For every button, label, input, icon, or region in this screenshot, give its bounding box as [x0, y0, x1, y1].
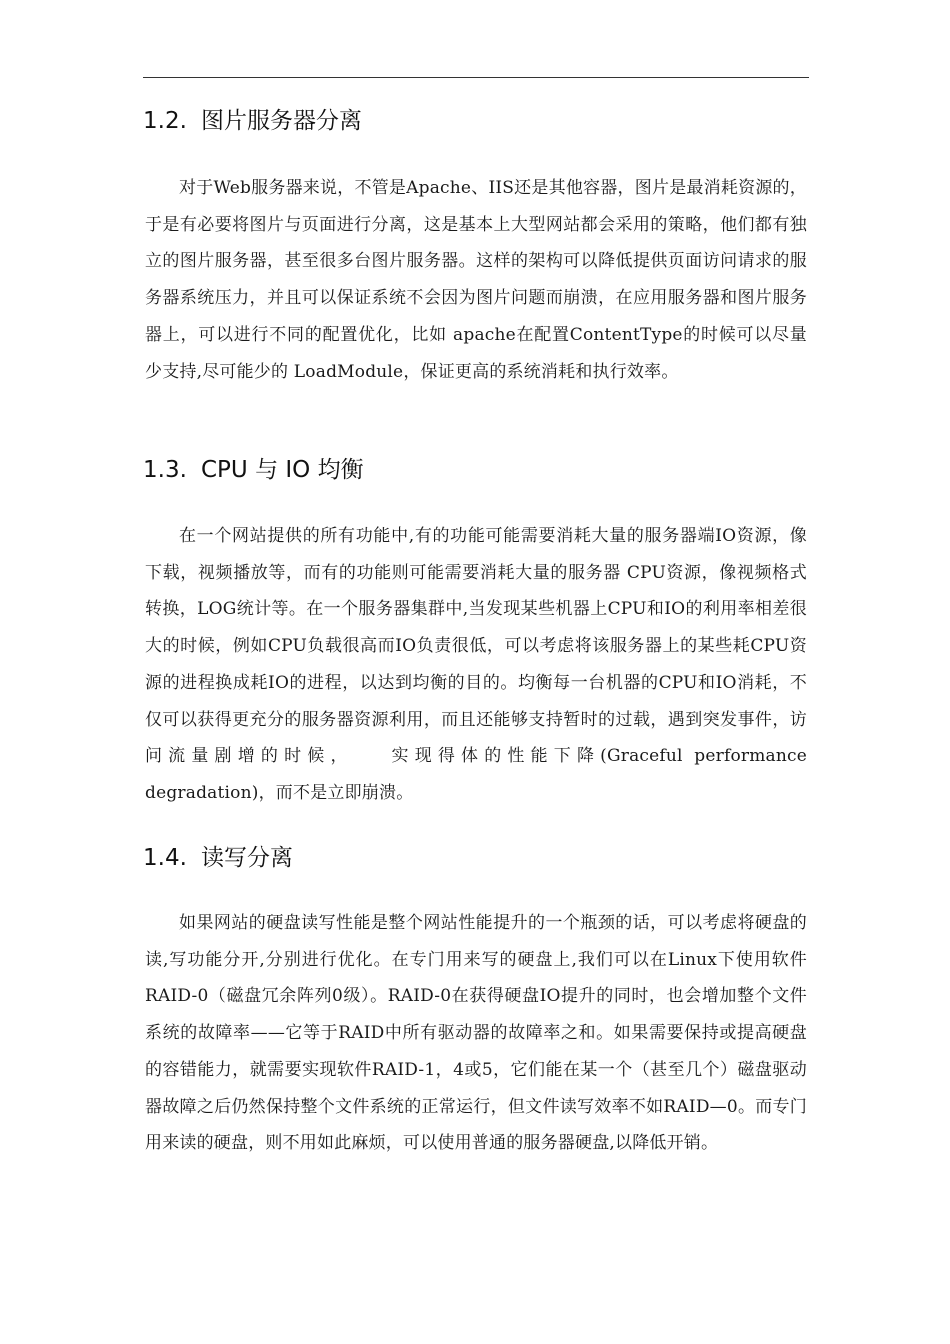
section-title: 读写分离	[201, 845, 293, 871]
section-paragraph-1-2: 对于Web服务器来说，不管是Apache、IIS还是其他容器，图片是最消耗资源的，于是有必要将图片与页面进行分离，这是基本上大型网站都会采用的策略，他们都有独立的图片服务器，甚至很多台图片服务器。这样的架构可以降低提供页面访问请求的服务器系统压力，并且可以保证系统不会因为图片问题而崩溃，在应用服务器和图片服务器上，可以进行不同的配置优化，比如 apache在配置ContentType的时候可以尽量少支持,尽可能少的 LoadModule，保证更高的系统消耗和执行效率。	[145, 178, 807, 382]
section-heading-1-3	[143, 455, 364, 485]
section-heading-1-4	[143, 843, 293, 873]
section-paragraph-1-3: 在一个网站提供的所有功能中,有的功能可能需要消耗大量的服务器端IO资源，像下载，视频播放等，而有的功能则可能需要消耗大量的服务器 CPU资源，像视频格式转换，LOG统计等。在一个服务器集群中,当发现某些机器上CPU和IO的利用率相差很大的时候，例如CPU负载很高而IO负责很低，可以考虑将该服务器上的某些耗CPU资源的进程换成耗IO的进程，以达到均衡的目的。均衡每一台机器的CPU和IO消耗，不仅可以获得更充分的服务器资源利用，而且还能够支持暂时的过载，遇到突发事件，访问流量剧增的时候， 实现得体的性能下降(Graceful performance degradation)，而不是立即崩溃。	[145, 526, 807, 803]
section-number: 1.4.	[143, 845, 187, 871]
section-title: 图片服务器分离	[201, 108, 362, 134]
section-paragraph-1-4: 如果网站的硬盘读写性能是整个网站性能提升的一个瓶颈的话，可以考虑将硬盘的读,写功能分开,分别进行优化。在专门用来写的硬盘上,我们可以在Linux下使用软件RAID-0（磁盘冗余阵列0级）。RAID-0在获得硬盘IO提升的同时，也会增加整个文件系统的故障率——它等于RAID中所有驱动器的故障率之和。如果需要保持或提高硬盘的容错能力，就需要实现软件RAID-1，4或5，它们能在某一个（甚至几个）磁盘驱动器故障之后仍然保持整个文件系统的正常运行，但文件读写效率不如RAID—0。而专门用来读的硬盘，则不用如此麻烦，可以使用普通的服务器硬盘,以降低开销。	[145, 913, 807, 1154]
header-rule	[143, 77, 809, 78]
section-heading-1-2	[143, 106, 362, 136]
section-title: CPU 与 IO 均衡	[201, 457, 364, 483]
section-number: 1.2.	[143, 108, 187, 134]
section-number: 1.3.	[143, 457, 187, 483]
